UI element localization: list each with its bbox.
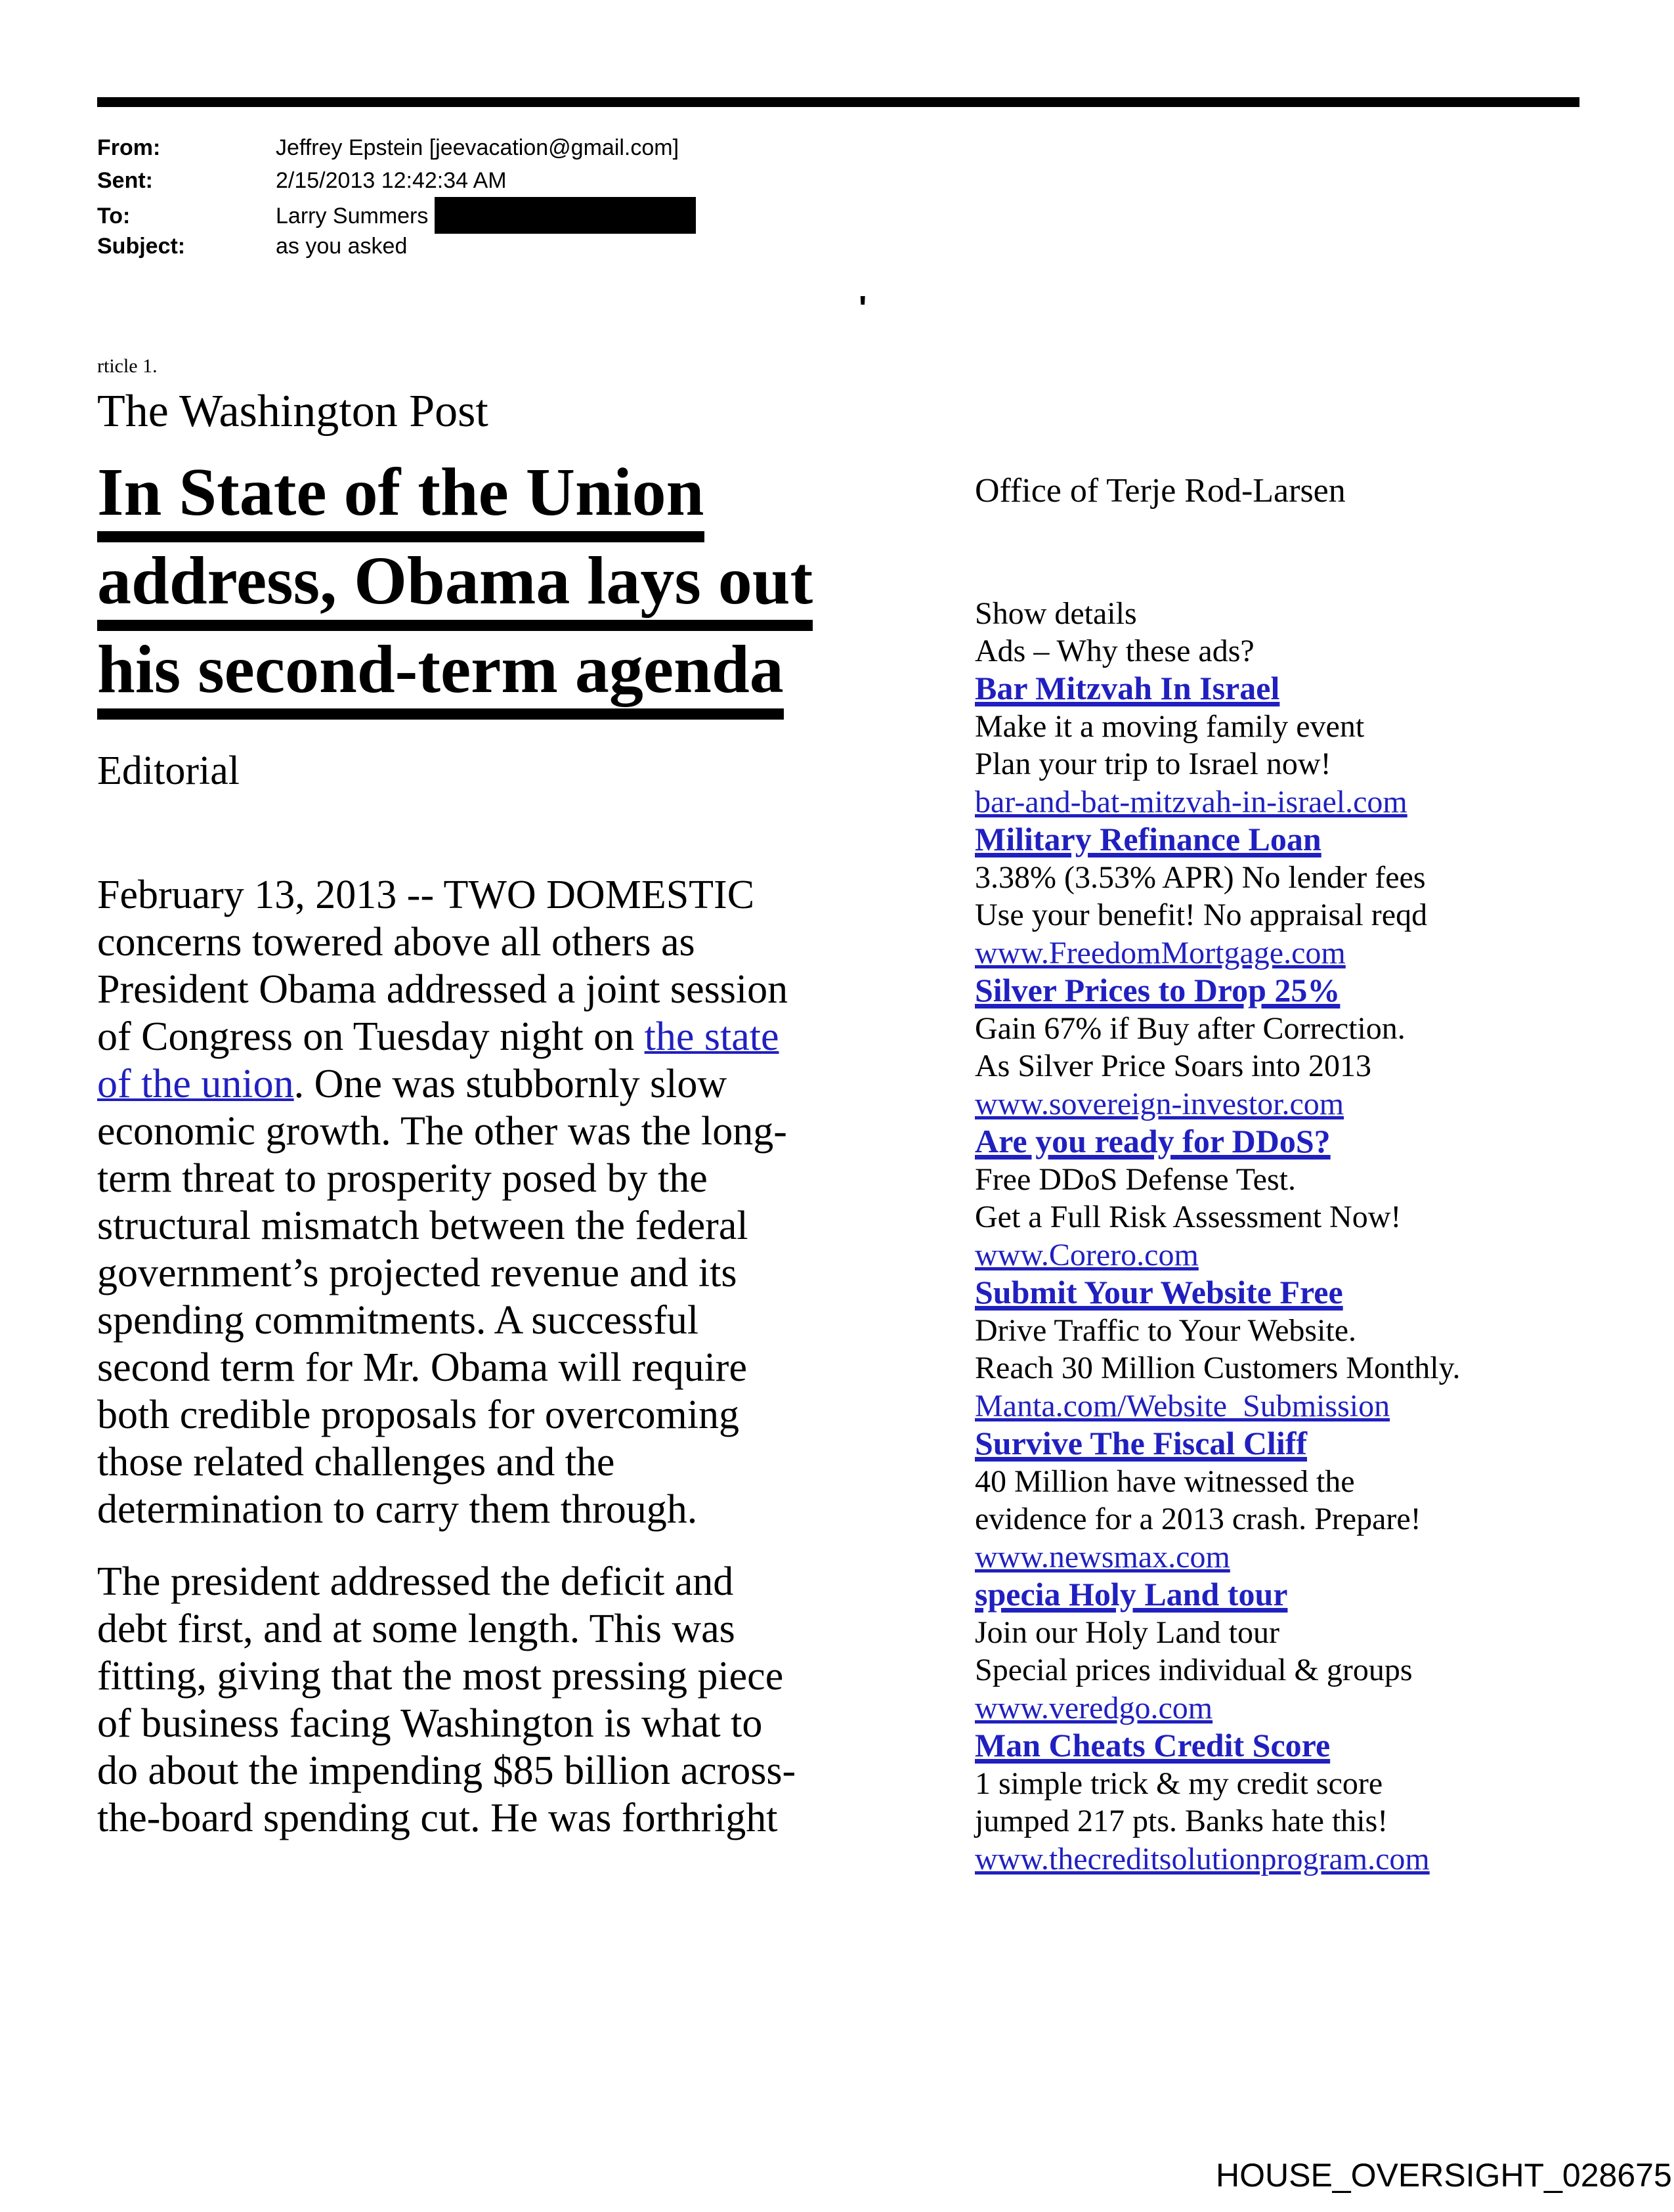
body-line: fitting, giving that the most pressing piece: [97, 1654, 784, 1699]
ad-url-link[interactable]: Manta.com/Website_Submission: [975, 1388, 1390, 1423]
to-label: To:: [97, 204, 131, 228]
subject-label: Subject:: [97, 234, 186, 259]
ad-title-row: [975, 1123, 1539, 1161]
ad-title-link[interactable]: Man Cheats Credit Score: [975, 1727, 1331, 1764]
ad-title-row: [975, 1576, 1539, 1614]
body-line: February 13, 2013 -- TWO DOMESTIC: [97, 873, 755, 917]
ad-url-link[interactable]: www.veredgo.com: [975, 1690, 1213, 1725]
ad-url-link[interactable]: www.newsmax.com: [975, 1539, 1230, 1574]
body-line: term threat to prosperity posed by the: [97, 1156, 708, 1201]
body-line: second term for Mr. Obama will require: [97, 1345, 747, 1390]
ad-item: [975, 1123, 1539, 1274]
ad-description: Get a Full Risk Assessment Now!: [975, 1200, 1402, 1234]
body-line: [97, 1013, 983, 1060]
redaction-bar: [435, 197, 696, 234]
ad-description: Reach 30 Million Customers Monthly.: [975, 1351, 1461, 1385]
headline-line: [97, 544, 983, 633]
sidebar-column: [975, 471, 1539, 1878]
ad-description: Use your benefit! No appraisal reqd: [975, 898, 1428, 932]
body-line: spending commitments. A successful: [97, 1298, 699, 1343]
ad-description: Special prices individual & groups: [975, 1653, 1413, 1687]
ad-url-link[interactable]: www.thecreditsolutionprogram.com: [975, 1841, 1430, 1876]
ad-item: [975, 972, 1539, 1123]
ad-item: [975, 821, 1539, 972]
office-header: Office of Terje Rod-Larsen: [975, 472, 1346, 510]
headline-text: address, Obama lays out: [97, 544, 813, 631]
body-line: President Obama addressed a joint session: [97, 967, 788, 1012]
ad-description: Gain 67% if Buy after Correction.: [975, 1010, 1406, 1046]
headline-line: [97, 456, 983, 544]
ad-url-row: [975, 1387, 1539, 1425]
body-line: concerns towered above all others as: [97, 920, 695, 965]
ad-url-row: [975, 1840, 1539, 1878]
ad-item: [975, 1425, 1539, 1576]
headline-text: his second-term agenda: [97, 633, 784, 720]
ad-title-row: [975, 1425, 1539, 1463]
show-details-link[interactable]: Show details: [975, 596, 1137, 631]
ad-title-link[interactable]: specia Holy Land tour: [975, 1576, 1288, 1613]
article-byline: Editorial: [97, 748, 240, 793]
ad-description: Join our Holy Land tour: [975, 1615, 1279, 1650]
article-paragraph-2: [97, 1558, 983, 1842]
body-line: those related challenges and the: [97, 1440, 615, 1485]
ad-item: [975, 1274, 1539, 1425]
body-line: determination to carry them through.: [97, 1487, 698, 1532]
ad-description: 3.38% (3.53% APR) No lender fees: [975, 859, 1426, 895]
from-label: From:: [97, 135, 161, 160]
header-divider-rule: [97, 97, 1579, 107]
sent-label: Sent:: [97, 168, 153, 193]
ad-description: 40 Million have witnessed the: [975, 1464, 1355, 1499]
body-line: of business facing Washington is what to: [97, 1701, 763, 1746]
ad-url-link[interactable]: www.sovereign-investor.com: [975, 1086, 1344, 1121]
article-number-label: rticle 1.: [97, 355, 158, 377]
email-sent-row: [97, 164, 696, 197]
ads-header-link[interactable]: Ads – Why these ads?: [975, 634, 1255, 668]
bates-number: HOUSE_OVERSIGHT_028675: [1216, 2157, 1672, 2194]
body-text: of Congress on Tuesday night on: [97, 1014, 645, 1059]
ad-item: [975, 670, 1539, 821]
subject-value: as you asked: [276, 234, 408, 259]
ad-description: Free DDoS Defense Test.: [975, 1161, 1296, 1197]
article-paragraph-1: [97, 871, 983, 1533]
body-line: government’s projected revenue and its: [97, 1251, 737, 1295]
ads-list: [975, 670, 1539, 1878]
stray-scan-mark: ': [859, 290, 867, 328]
ad-title-link[interactable]: Military Refinance Loan: [975, 821, 1321, 857]
ad-url-link[interactable]: bar-and-bat-mitzvah-in-israel.com: [975, 784, 1407, 819]
publication-name: The Washington Post: [97, 386, 488, 437]
ad-url-row: [975, 1236, 1539, 1274]
body-text: . One was stubbornly slow: [293, 1062, 727, 1106]
body-line: debt first, and at some length. This was: [97, 1607, 735, 1651]
ad-item: [975, 1576, 1539, 1727]
ad-url-row: [975, 1689, 1539, 1727]
body-line: both credible proposals for overcoming: [97, 1393, 739, 1437]
body-line: The president addressed the deficit and: [97, 1559, 734, 1604]
ad-description: 1 simple trick & my credit score: [975, 1766, 1383, 1801]
body-line: economic growth. The other was the long-: [97, 1109, 787, 1154]
ad-description: Make it a moving family event: [975, 708, 1365, 744]
headline-line: [97, 633, 983, 722]
ad-title-link[interactable]: Submit Your Website Free: [975, 1274, 1343, 1311]
body-line: do about the impending $85 billion across-: [97, 1748, 796, 1793]
ad-title-link[interactable]: Bar Mitzvah In Israel: [975, 670, 1280, 706]
ad-title-link[interactable]: Survive The Fiscal Cliff: [975, 1425, 1308, 1462]
ad-url-link[interactable]: www.FreedomMortgage.com: [975, 935, 1346, 970]
headline-text: In State of the Union: [97, 456, 704, 542]
email-to-row: [97, 197, 696, 230]
from-value: Jeffrey Epstein [jeevacation@gmail.com]: [276, 135, 679, 160]
article-headline: [97, 456, 983, 722]
ad-description: Plan your trip to Israel now!: [975, 747, 1331, 781]
ad-title-row: [975, 670, 1539, 708]
ad-url-link[interactable]: www.Corero.com: [975, 1237, 1199, 1272]
ad-title-row: [975, 821, 1539, 859]
ad-title-row: [975, 1727, 1539, 1765]
body-line: the-board spending cut. He was forthright: [97, 1796, 778, 1840]
ad-title-row: [975, 972, 1539, 1010]
ad-url-row: [975, 783, 1539, 821]
email-header: [97, 131, 696, 263]
email-from-row: [97, 131, 696, 164]
ad-description: jumped 217 pts. Banks hate this!: [975, 1804, 1388, 1838]
ad-url-row: [975, 1085, 1539, 1123]
body-line: [97, 1060, 983, 1108]
ad-description: Drive Traffic to Your Website.: [975, 1312, 1357, 1348]
email-subject-row: [97, 230, 696, 263]
ad-title-link[interactable]: Silver Prices to Drop 25%: [975, 972, 1341, 1008]
ad-url-row: [975, 934, 1539, 972]
state-of-union-link[interactable]: of the union: [97, 1062, 294, 1106]
state-of-union-link[interactable]: the state: [644, 1014, 779, 1059]
ad-url-row: [975, 1538, 1539, 1576]
article-column: [97, 355, 983, 1842]
ad-description: evidence for a 2013 crash. Prepare!: [975, 1502, 1421, 1536]
ad-title-row: [975, 1274, 1539, 1312]
ad-description: As Silver Price Soars into 2013: [975, 1049, 1371, 1083]
to-value: Larry Summers: [276, 204, 429, 228]
sent-value: 2/15/2013 12:42:34 AM: [276, 168, 507, 193]
body-line: structural mismatch between the federal: [97, 1204, 748, 1248]
ad-item: [975, 1727, 1539, 1878]
ad-title-link[interactable]: Are you ready for DDoS?: [975, 1123, 1331, 1160]
